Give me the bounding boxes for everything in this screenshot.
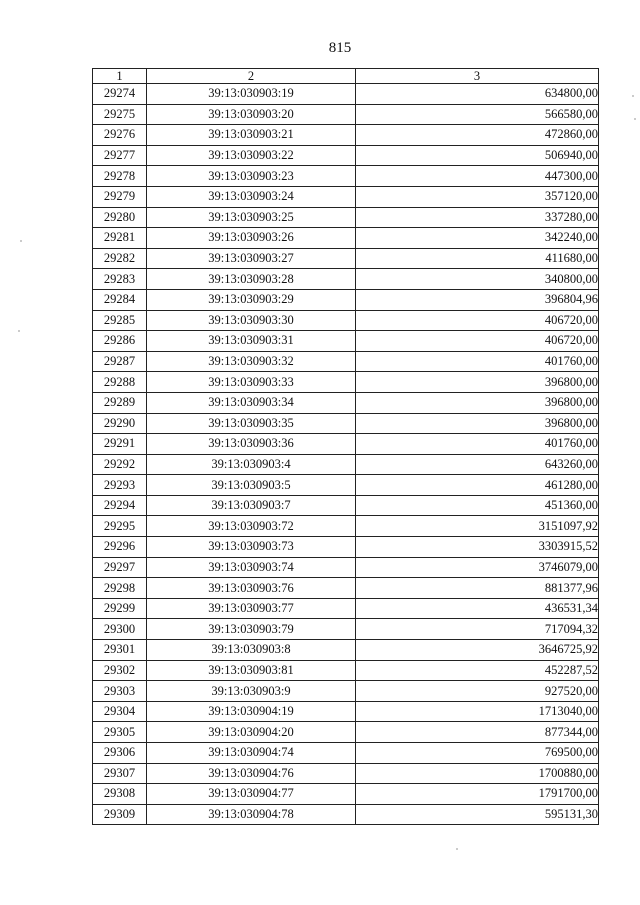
column-header-cadastral-number: 2 xyxy=(147,69,356,84)
scan-speck xyxy=(632,95,634,97)
row-number-cell: 29282 xyxy=(93,248,147,269)
table-row xyxy=(93,454,599,475)
cadastral-number-cell: 39:13:030903:72 xyxy=(147,516,356,537)
table-row xyxy=(93,516,599,537)
table-header-row xyxy=(93,69,599,84)
cadastral-number-cell: 39:13:030903:32 xyxy=(147,351,356,372)
cadastral-number-cell: 39:13:030903:20 xyxy=(147,104,356,125)
cadastral-number-cell: 39:13:030903:31 xyxy=(147,331,356,352)
table-row xyxy=(93,331,599,352)
table-row xyxy=(93,207,599,228)
cadastral-value-cell: 595131,30 xyxy=(356,804,599,825)
table-row xyxy=(93,763,599,784)
row-number-cell: 29293 xyxy=(93,475,147,496)
row-number-cell: 29284 xyxy=(93,289,147,310)
cadastral-value-cell: 1700880,00 xyxy=(356,763,599,784)
cadastral-value-cell: 3151097,92 xyxy=(356,516,599,537)
cadastral-number-cell: 39:13:030903:34 xyxy=(147,392,356,413)
table-row xyxy=(93,619,599,640)
row-number-cell: 29277 xyxy=(93,145,147,166)
table-row xyxy=(93,743,599,764)
row-number-cell: 29306 xyxy=(93,743,147,764)
cadastral-number-cell: 39:13:030904:19 xyxy=(147,701,356,722)
table-row xyxy=(93,166,599,187)
cadastral-value-cell: 1713040,00 xyxy=(356,701,599,722)
cadastral-value-table xyxy=(92,68,599,825)
cadastral-number-cell: 39:13:030903:81 xyxy=(147,660,356,681)
scan-speck xyxy=(20,240,22,242)
table-row xyxy=(93,537,599,558)
cadastral-value-cell: 396800,00 xyxy=(356,372,599,393)
row-number-cell: 29283 xyxy=(93,269,147,290)
row-number-cell: 29279 xyxy=(93,186,147,207)
cadastral-number-cell: 39:13:030903:4 xyxy=(147,454,356,475)
cadastral-value-cell: 342240,00 xyxy=(356,228,599,249)
cadastral-value-cell: 451360,00 xyxy=(356,495,599,516)
cadastral-number-cell: 39:13:030903:35 xyxy=(147,413,356,434)
cadastral-value-cell: 643260,00 xyxy=(356,454,599,475)
row-number-cell: 29305 xyxy=(93,722,147,743)
cadastral-number-cell: 39:13:030903:30 xyxy=(147,310,356,331)
cadastral-value-cell: 506940,00 xyxy=(356,145,599,166)
table-row xyxy=(93,598,599,619)
cadastral-number-cell: 39:13:030903:25 xyxy=(147,207,356,228)
table-row xyxy=(93,640,599,661)
cadastral-value-cell: 472860,00 xyxy=(356,125,599,146)
row-number-cell: 29274 xyxy=(93,84,147,105)
cadastral-number-cell: 39:13:030903:74 xyxy=(147,557,356,578)
table-body xyxy=(93,84,599,825)
table-row xyxy=(93,475,599,496)
cadastral-value-cell: 877344,00 xyxy=(356,722,599,743)
cadastral-value-cell: 717094,32 xyxy=(356,619,599,640)
table-row xyxy=(93,578,599,599)
cadastral-value-cell: 357120,00 xyxy=(356,186,599,207)
cadastral-number-cell: 39:13:030903:8 xyxy=(147,640,356,661)
row-number-cell: 29298 xyxy=(93,578,147,599)
table-row xyxy=(93,104,599,125)
table-row xyxy=(93,495,599,516)
row-number-cell: 29285 xyxy=(93,310,147,331)
row-number-cell: 29300 xyxy=(93,619,147,640)
cadastral-value-cell: 3746079,00 xyxy=(356,557,599,578)
cadastral-number-cell: 39:13:030904:78 xyxy=(147,804,356,825)
cadastral-number-cell: 39:13:030903:9 xyxy=(147,681,356,702)
row-number-cell: 29289 xyxy=(93,392,147,413)
cadastral-value-cell: 396804,96 xyxy=(356,289,599,310)
row-number-cell: 29286 xyxy=(93,331,147,352)
row-number-cell: 29304 xyxy=(93,701,147,722)
table-row xyxy=(93,269,599,290)
cadastral-number-cell: 39:13:030904:76 xyxy=(147,763,356,784)
row-number-cell: 29275 xyxy=(93,104,147,125)
cadastral-number-cell: 39:13:030903:36 xyxy=(147,434,356,455)
cadastral-value-cell: 406720,00 xyxy=(356,331,599,352)
row-number-cell: 29297 xyxy=(93,557,147,578)
row-number-cell: 29290 xyxy=(93,413,147,434)
cadastral-number-cell: 39:13:030903:21 xyxy=(147,125,356,146)
row-number-cell: 29296 xyxy=(93,537,147,558)
cadastral-number-cell: 39:13:030903:77 xyxy=(147,598,356,619)
cadastral-number-cell: 39:13:030903:73 xyxy=(147,537,356,558)
cadastral-number-cell: 39:13:030904:77 xyxy=(147,784,356,805)
table-row xyxy=(93,186,599,207)
column-header-value: 3 xyxy=(356,69,599,84)
cadastral-value-cell: 927520,00 xyxy=(356,681,599,702)
cadastral-value-cell: 452287,52 xyxy=(356,660,599,681)
cadastral-value-cell: 406720,00 xyxy=(356,310,599,331)
cadastral-number-cell: 39:13:030903:27 xyxy=(147,248,356,269)
cadastral-number-cell: 39:13:030903:28 xyxy=(147,269,356,290)
table-row xyxy=(93,660,599,681)
row-number-cell: 29292 xyxy=(93,454,147,475)
cadastral-value-cell: 566580,00 xyxy=(356,104,599,125)
cadastral-value-cell: 1791700,00 xyxy=(356,784,599,805)
table-row xyxy=(93,145,599,166)
table-row xyxy=(93,804,599,825)
table-row xyxy=(93,84,599,105)
table-row xyxy=(93,557,599,578)
column-header-number: 1 xyxy=(93,69,147,84)
row-number-cell: 29299 xyxy=(93,598,147,619)
row-number-cell: 29301 xyxy=(93,640,147,661)
row-number-cell: 29303 xyxy=(93,681,147,702)
cadastral-value-cell: 461280,00 xyxy=(356,475,599,496)
page-number: 815 xyxy=(328,40,352,56)
row-number-cell: 29307 xyxy=(93,763,147,784)
cadastral-number-cell: 39:13:030903:79 xyxy=(147,619,356,640)
table-row xyxy=(93,392,599,413)
cadastral-number-cell: 39:13:030903:76 xyxy=(147,578,356,599)
row-number-cell: 29288 xyxy=(93,372,147,393)
cadastral-value-cell: 769500,00 xyxy=(356,743,599,764)
cadastral-value-cell: 3303915,52 xyxy=(356,537,599,558)
cadastral-number-cell: 39:13:030903:26 xyxy=(147,228,356,249)
row-number-cell: 29309 xyxy=(93,804,147,825)
table-row xyxy=(93,434,599,455)
table-row xyxy=(93,125,599,146)
row-number-cell: 29291 xyxy=(93,434,147,455)
row-number-cell: 29308 xyxy=(93,784,147,805)
row-number-cell: 29276 xyxy=(93,125,147,146)
cadastral-value-cell: 447300,00 xyxy=(356,166,599,187)
row-number-cell: 29280 xyxy=(93,207,147,228)
row-number-cell: 29287 xyxy=(93,351,147,372)
table-row xyxy=(93,289,599,310)
cadastral-number-cell: 39:13:030904:20 xyxy=(147,722,356,743)
table-row xyxy=(93,681,599,702)
cadastral-number-cell: 39:13:030903:33 xyxy=(147,372,356,393)
row-number-cell: 29294 xyxy=(93,495,147,516)
cadastral-value-cell: 411680,00 xyxy=(356,248,599,269)
cadastral-value-cell: 881377,96 xyxy=(356,578,599,599)
cadastral-number-cell: 39:13:030903:24 xyxy=(147,186,356,207)
scan-speck xyxy=(634,118,636,120)
cadastral-number-cell: 39:13:030903:5 xyxy=(147,475,356,496)
row-number-cell: 29302 xyxy=(93,660,147,681)
cadastral-value-cell: 401760,00 xyxy=(356,351,599,372)
cadastral-value-cell: 337280,00 xyxy=(356,207,599,228)
cadastral-value-cell: 340800,00 xyxy=(356,269,599,290)
table-row xyxy=(93,351,599,372)
cadastral-number-cell: 39:13:030903:22 xyxy=(147,145,356,166)
cadastral-number-cell: 39:13:030903:23 xyxy=(147,166,356,187)
cadastral-value-cell: 396800,00 xyxy=(356,413,599,434)
row-number-cell: 29278 xyxy=(93,166,147,187)
cadastral-number-cell: 39:13:030903:7 xyxy=(147,495,356,516)
table-row xyxy=(93,228,599,249)
cadastral-value-cell: 436531,34 xyxy=(356,598,599,619)
cadastral-value-cell: 401760,00 xyxy=(356,434,599,455)
cadastral-value-cell: 3646725,92 xyxy=(356,640,599,661)
cadastral-number-cell: 39:13:030903:29 xyxy=(147,289,356,310)
table-row xyxy=(93,701,599,722)
row-number-cell: 29295 xyxy=(93,516,147,537)
table-row xyxy=(93,722,599,743)
cadastral-value-cell: 396800,00 xyxy=(356,392,599,413)
cadastral-number-cell: 39:13:030903:19 xyxy=(147,84,356,105)
table-row xyxy=(93,413,599,434)
table-row xyxy=(93,784,599,805)
row-number-cell: 29281 xyxy=(93,228,147,249)
table-row xyxy=(93,372,599,393)
table-row xyxy=(93,310,599,331)
scan-speck xyxy=(456,848,458,850)
cadastral-value-cell: 634800,00 xyxy=(356,84,599,105)
cadastral-number-cell: 39:13:030904:74 xyxy=(147,743,356,764)
table-row xyxy=(93,248,599,269)
scan-speck xyxy=(18,330,20,332)
